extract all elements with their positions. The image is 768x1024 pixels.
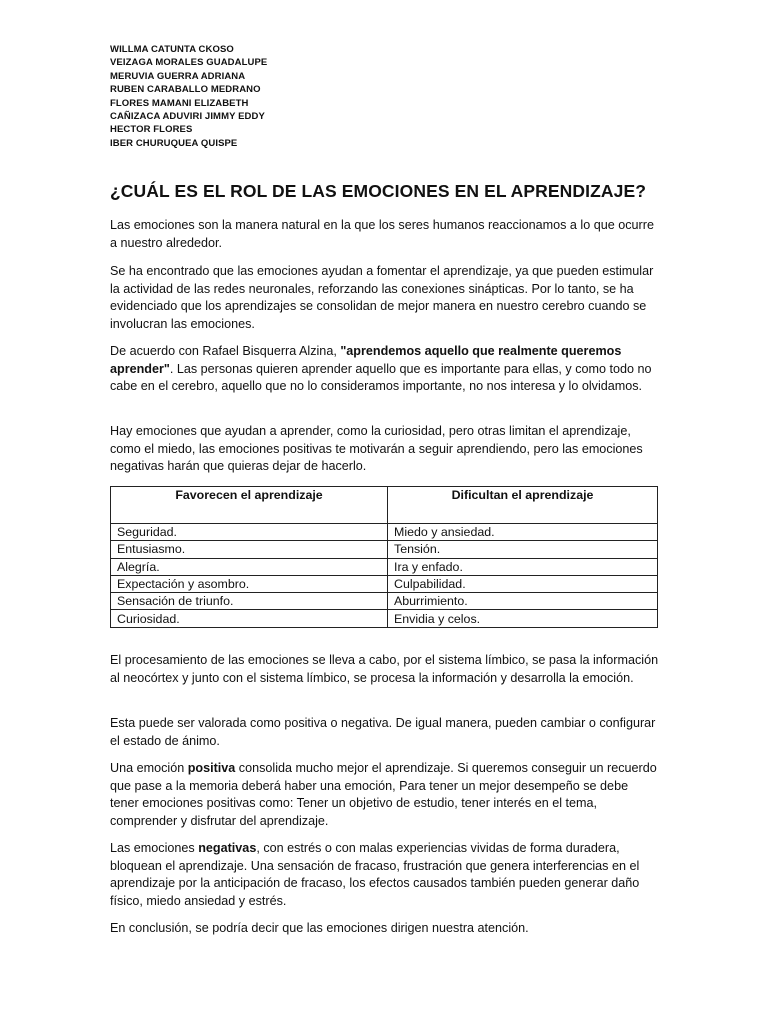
author-name: HECTOR FLORES <box>110 124 193 136</box>
paragraph-intro: Las emociones son la manera natural en la que los seres humanos reaccionamos a lo que ocurre a nuestro alrededor. <box>110 218 654 250</box>
table-cell: Culpabilidad. <box>388 575 658 592</box>
emotions-table <box>110 486 658 628</box>
paragraph-curiosity: Hay emociones que ayudan a aprender, como la curiosidad, pero otras limitan el aprendizaje, como el miedo, las emociones positivas te motivarán a seguir aprendiendo, pero las emociones negativas harán que quieras dejar de hacerlo. <box>110 424 643 474</box>
table-cell: Aburrimiento. <box>388 593 658 610</box>
paragraph-valuation: Esta puede ser valorada como positiva o negativa. De igual manera, pueden cambiar o configurar el estado de ánimo. <box>110 716 656 748</box>
table-cell: Expectación y asombro. <box>111 575 388 592</box>
paragraph-text: . Las personas quieren aprender aquello que es importante para ellas, y como todo no cabe en el cerebro, aquello que no lo consideramos importante, no nos interesa y lo olvidamos. <box>110 361 652 394</box>
paragraph-text: , con estrés o con malas experiencias vividas de forma duradera, bloquean el aprendizaje. Una sensación de fracaso, frustración que genera interferencias en el aprendizaje por la anticipación de fracaso, los efectos causados también pueden generar daño físico, miedo ansiedad y estrés. <box>110 841 640 908</box>
table-cell: Sensación de triunfo. <box>111 593 388 610</box>
table-row <box>111 524 658 541</box>
paragraph-text: Las emociones <box>110 841 199 855</box>
table-header-row <box>111 487 658 524</box>
table-row <box>111 610 658 627</box>
table-cell: Envidia y celos. <box>388 610 658 627</box>
author-name: FLORES MAMANI ELIZABETH <box>110 97 249 109</box>
table-cell: Curiosidad. <box>111 610 388 627</box>
paragraph-conclusion: En conclusión, se podría decir que las emociones dirigen nuestra atención. <box>110 921 529 935</box>
paragraph-bisquerra <box>110 343 660 396</box>
paragraph-limbic-system: El procesamiento de las emociones se lleva a cabo, por el sistema límbico, se pasa la información al neocórtex y junto con el sistema límbico, se procesa la información y desarrolla la emoción. <box>110 653 659 685</box>
author-name: CAÑIZACA ADUVIRI JIMMY EDDY <box>110 111 265 123</box>
table-row <box>111 558 658 575</box>
table-cell: Ira y enfado. <box>388 558 658 575</box>
column-header-hinder: Dificultan el aprendizaje <box>388 487 658 524</box>
author-name: RUBEN CARABALLO MEDRANO <box>110 84 261 96</box>
paragraph-positive <box>110 760 660 830</box>
paragraph-text: Una emoción <box>110 761 188 775</box>
table-cell: Tensión. <box>388 541 658 558</box>
emphasis-negative: negativas <box>198 841 257 855</box>
emphasis-positive: positiva <box>187 761 236 775</box>
document-title: ¿CUÁL ES EL ROL DE LAS EMOCIONES EN EL APRENDIZAJE? <box>110 181 647 201</box>
paragraph-synapses: Se ha encontrado que las emociones ayudan a fomentar el aprendizaje, ya que pueden estimular la actividad de las redes neuronales, reforzando las conexiones sinápticas. Por lo tanto, se ha evidenciado que los aprendizajes se consolidan de mejor manera en nuestro cerebro cuando se involucran las emociones. <box>110 264 654 331</box>
author-name: VEIZAGA MORALES GUADALUPE <box>110 57 268 69</box>
author-name: MERUVIA GUERRA ADRIANA <box>110 70 246 82</box>
table-cell: Seguridad. <box>111 524 388 541</box>
table-row <box>111 593 658 610</box>
table-cell: Alegría. <box>111 558 388 575</box>
table-cell: Miedo y ansiedad. <box>388 524 658 541</box>
quote-text: "aprendemos aquello que realmente queremos aprender" <box>110 344 622 376</box>
author-name: WILLMA CATUNTA CKOSO <box>110 44 234 55</box>
table-row <box>111 541 658 558</box>
table-row <box>111 575 658 592</box>
author-name: IBER CHURUQUEA QUISPE <box>110 137 238 149</box>
author-list <box>110 43 267 150</box>
paragraph-negative <box>110 840 660 910</box>
paragraph-text: consolida mucho mejor el aprendizaje. Si queremos conseguir un recuerdo que pase a la memoria deberá haber una emoción, Para tener un mejor desempeño se debe tener emociones positivas como: Tener un objetivo de estudio, tener interés en el tema, comprender y disfrutar del aprendizaje. <box>110 761 657 828</box>
column-header-favor: Favorecen el aprendizaje <box>111 487 388 524</box>
paragraph-text: De acuerdo con Rafael Bisquerra Alzina, <box>110 344 341 358</box>
table-cell: Entusiasmo. <box>111 541 388 558</box>
